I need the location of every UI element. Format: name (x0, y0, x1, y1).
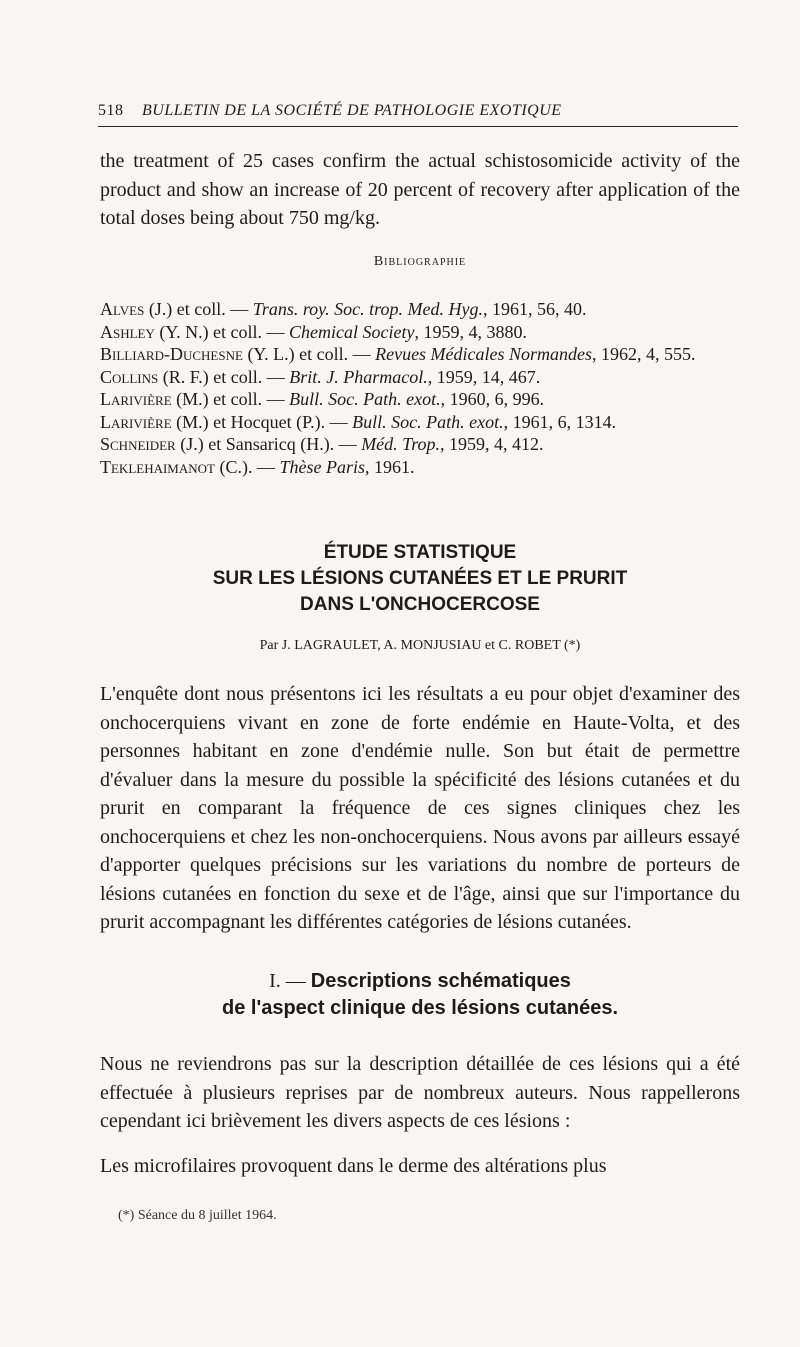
reference-item (100, 298, 745, 321)
reference-text: (M.) et coll. — (171, 389, 290, 409)
reference-author: Alves (100, 299, 145, 319)
article-title (100, 540, 740, 618)
article-title-line: SUR LES LÉSIONS CUTANÉES ET LE PRURIT (212, 568, 628, 589)
reference-author: Billiard-Duchesne (100, 344, 243, 364)
reference-source: Brit. J. Pharmacol. (289, 366, 428, 387)
reference-author: Teklehaimanot (100, 456, 215, 477)
article-authors: Par J. LAGRAULET, A. MONJUSIAU et C. ROBET (*) (259, 638, 581, 653)
journal-title: BULLETIN DE LA SOCIÉTÉ DE PATHOLOGIE EXOTIQUE (142, 102, 562, 119)
reference-item (100, 456, 745, 479)
reference-item (100, 411, 745, 434)
reference-details: , 1961, 56, 40. (482, 299, 587, 319)
reference-text: (J.) et Sansaricq (H.). — (175, 434, 362, 454)
reference-author: Collins (100, 366, 159, 387)
article-title-line: ÉTUDE STATISTIQUE (323, 542, 517, 563)
reference-item (100, 343, 745, 366)
reference-source: Chemical Society (289, 321, 415, 342)
reference-text: (J.) et coll. — (144, 299, 253, 319)
reference-text: (C.). — (214, 456, 280, 477)
reference-text: (Y. N.) et coll. — (154, 321, 290, 342)
reference-source: Méd. Trop. (361, 434, 441, 454)
reference-item (100, 366, 745, 389)
body-paragraph: Les microfilaires provoquent dans le derme des altérations plus (100, 1155, 607, 1177)
reference-source: Bull. Soc. Path. exot. (352, 411, 504, 432)
reference-details: , 1960, 6, 996. (440, 389, 545, 409)
bibliography-heading: Bibliographie (373, 254, 467, 269)
reference-source: Bull. Soc. Path. exot. (289, 389, 441, 409)
footnote: (*) Séance du 8 juillet 1964. (118, 1208, 277, 1223)
reference-details: , 1959, 4, 3880. (414, 321, 528, 342)
reference-item (100, 321, 745, 344)
section-number: I. — (269, 970, 311, 992)
section-title-line: de l'aspect clinique des lésions cutanées. (221, 997, 618, 1019)
body-paragraph: L'enquête dont nous présentons ici les résultats a eu pour objet d'examiner des onchocerquiens vivant en zone de forte endémie en Haute-Volta, et des personnes habitant en zone d'endémie nulle. Son but était de permettre d'évaluer dans la mesure du possible la spécificité des lésions cutanées et du prurit en comparant la fréquence de ces signes cliniques chez les onchocerquiens et chez les non-onchocerquiens. Nous avons par ailleurs essayé d'apporter quelques précisions sur les variations du nombre de porteurs de lésions cutanées en fonction du sexe et de l'âge, ainsi que sur l'importance du prurit accompagnant les différentes catégories de lésions cutanées. (100, 683, 740, 933)
reference-item (100, 433, 745, 456)
reference-text: (R. F.) et coll. — (158, 366, 290, 387)
reference-source: Revues Médicales Normandes (375, 344, 593, 364)
reference-text: (Y. L.) et coll. — (242, 344, 376, 364)
reference-author: Ashley (100, 321, 155, 342)
section-title-line: Descriptions schématiques (310, 970, 571, 992)
reference-text: (M.) et Hocquet (P.). — (171, 411, 353, 432)
reference-source: Trans. roy. Soc. trop. Med. Hyg. (252, 299, 483, 319)
reference-details: , 1959, 14, 467. (427, 366, 541, 387)
reference-details: , 1961. (364, 456, 415, 477)
reference-source: Thèse Paris (279, 456, 365, 477)
page-number: 518 (98, 102, 124, 119)
reference-details: , 1961, 6, 1314. (503, 411, 617, 432)
reference-author: Larivière (100, 389, 172, 409)
body-paragraph: Nous ne reviendrons pas sur la description détaillée de ces lésions qui a été effectuée à plusieurs reprises par de nombreux auteurs. Nous rappellerons cependant ici brièvement les divers aspects de ces lésions : (100, 1053, 740, 1132)
reference-details: , 1959, 4, 412. (440, 434, 544, 454)
article-title-line: DANS L'ONCHOCERCOSE (300, 594, 540, 615)
running-header (98, 102, 738, 127)
reference-details: , 1962, 4, 555. (592, 344, 696, 364)
section-heading (100, 968, 740, 1022)
reference-item (100, 388, 745, 411)
intro-paragraph: the treatment of 25 cases confirm the actual schistosomicide activity of the product and show an increase of 20 percent of recovery after application of the total doses being about 750 mg/kg. (100, 150, 740, 229)
reference-author: Schneider (100, 434, 176, 454)
bibliography-list (100, 298, 745, 478)
reference-author: Larivière (100, 411, 172, 432)
